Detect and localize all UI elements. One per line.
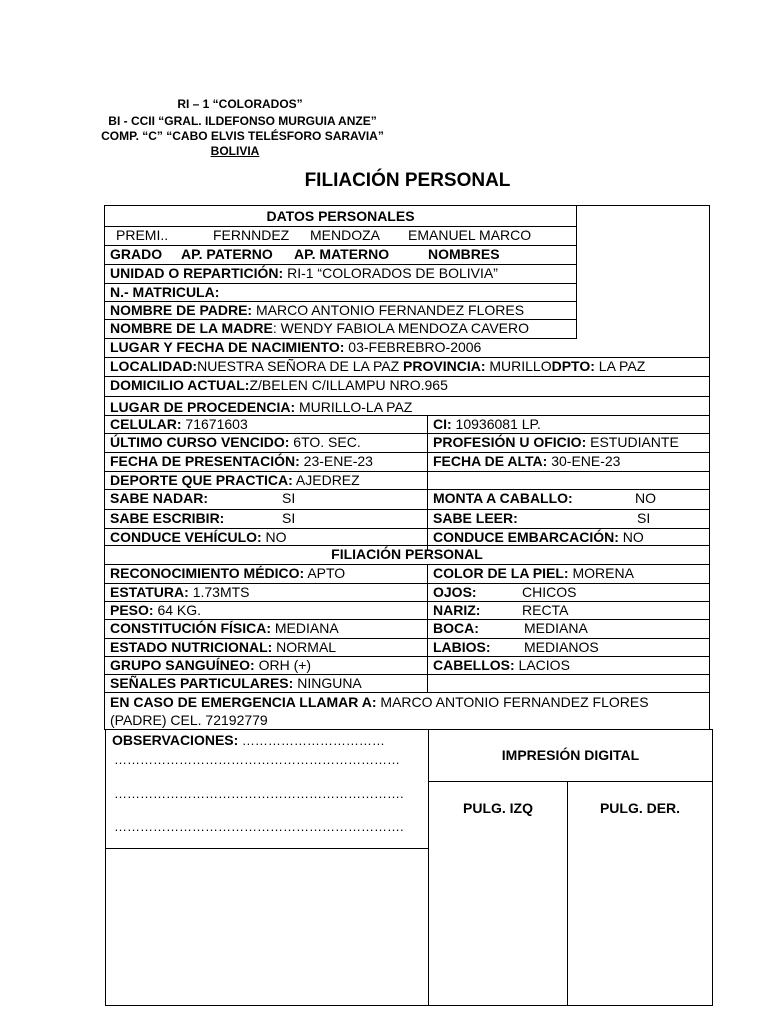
ojos-value: CHICOS (522, 584, 577, 600)
row-name-labels (105, 246, 576, 265)
profesion-value: ESTUDIANTE (586, 434, 679, 450)
emergencia-value: MARCO ANTONIO FERNANDEZ FLORES (376, 694, 649, 710)
cabellos-label: CABELLOS: (433, 657, 515, 673)
row-procedencia (105, 397, 709, 416)
observaciones-dots-2: ………………………………………………………… (114, 752, 400, 767)
nombres-label: NOMBRES (428, 246, 500, 262)
row-estatura (105, 584, 709, 602)
medico-value: APTO (304, 565, 346, 581)
padre-value: MARCO ANTONIO FERNANDEZ FLORES (252, 302, 525, 318)
madre-label: NOMBRE DE LA MADRE (110, 320, 273, 336)
dpto-label: DPTO: (551, 358, 595, 374)
caballo-label: MONTA A CABALLO: (433, 490, 573, 506)
estatura-value: 1.73MTS (188, 584, 250, 600)
row-unidad (105, 265, 576, 284)
emergencia-label: EN CASO DE EMERGENCIA LLAMAR A: (110, 694, 377, 710)
nombres-value: EMANUEL MARCO (408, 227, 532, 243)
dpto-value: LA PAZ (594, 358, 646, 374)
celular-value: 71671603 (181, 416, 248, 432)
curso-value: 6TO. SEC. (289, 434, 361, 450)
labios-value: MEDIANOS (524, 639, 599, 655)
row-deporte-right (427, 472, 709, 490)
leer-label: SABE LEER: (433, 510, 518, 526)
estatura-label: ESTATURA: (110, 584, 189, 600)
row-nadar (105, 490, 709, 510)
section-title-filiacion: FILIACIÓN PERSONAL (331, 546, 483, 562)
row-curso (105, 434, 709, 453)
blank-box (105, 848, 429, 1006)
row-deporte (105, 472, 427, 490)
unidad-value: RI-1 “COLORADOS DE BOLIVIA” (283, 265, 498, 281)
alta-label: FECHA DE ALTA: (433, 453, 548, 469)
header-line2: BI - CCII “GRAL. ILDEFONSO MURGUIA ANZE” (108, 114, 377, 128)
row-peso (105, 602, 709, 620)
row-section-filiacion (105, 546, 709, 565)
embarcacion-label: CONDUCE EMBARCACIÓN: (433, 529, 619, 545)
presentacion-label: FECHA DE PRESENTACIÓN: (110, 453, 300, 469)
materno-value: MENDOZA (310, 227, 380, 243)
row-padre (105, 302, 576, 320)
row-section-datos (105, 206, 576, 227)
row-sanguineo (105, 657, 709, 675)
header-line4: BOLIVIA (210, 144, 260, 158)
observaciones-dots-4: …………………………………………………………. (114, 819, 404, 834)
senales-label: SEÑALES PARTICULARES: (110, 675, 294, 691)
row-madre (105, 320, 576, 339)
sanguineo-value: ORH (+) (254, 657, 312, 673)
piel-value: MORENA (568, 565, 634, 581)
impresion-digital-box (428, 729, 713, 782)
paterno-value: FERNNDEZ (213, 227, 290, 243)
nadar-value: SI (282, 490, 296, 506)
header-line1: RI – 1 “COLORADOS” (177, 97, 303, 111)
escribir-label: SABE ESCRIBIR: (110, 510, 225, 526)
domicilio-value: Z/BELEN C/ILLAMPU NRO.965 (249, 377, 448, 393)
matricula-label: N.- MATRICULA: (110, 284, 220, 300)
row-medico (105, 565, 709, 584)
grado-value: PREMI.. (116, 227, 169, 243)
nariz-value: RECTA (522, 602, 569, 618)
row-celular (105, 416, 709, 434)
vehiculo-value: NO (261, 529, 287, 545)
ci-value: 10936081 LP. (451, 416, 541, 432)
grado-label: GRADO (110, 246, 163, 262)
domicilio-label: DOMICILIO ACTUAL: (110, 377, 250, 393)
boca-value: MEDIANA (524, 620, 588, 636)
alta-value: 30-ENE-23 (547, 453, 621, 469)
photo-divider (576, 206, 577, 339)
presentacion-value: 23-ENE-23 (299, 453, 373, 469)
localidad-label: LOCALIDAD: (110, 358, 198, 374)
materno-label: AP. MATERNO (294, 246, 390, 262)
row-vehiculo (105, 529, 709, 546)
nutricional-label: ESTADO NUTRICIONAL: (110, 639, 273, 655)
unidad-label: UNIDAD O REPARTICIÓN: (110, 265, 284, 281)
page-title: FILIACIÓN PERSONAL (304, 170, 511, 191)
constitucion-value: MEDIANA (271, 620, 339, 636)
boca-label: BOCA: (433, 620, 479, 636)
row-fechas (105, 453, 709, 472)
cabellos-value: LACIOS (514, 657, 570, 673)
row-senales (105, 675, 709, 693)
caballo-value: NO (635, 490, 656, 506)
localidad-value: NUESTRA SEÑORA DE LA PAZ (197, 358, 400, 374)
sanguineo-label: GRUPO SANGUÍNEO: (110, 657, 255, 673)
observaciones-box (105, 729, 429, 849)
curso-label: ÚLTIMO CURSO VENCIDO: (110, 434, 290, 450)
row-escribir (105, 510, 709, 529)
constitucion-label: CONSTITUCIÓN FÍSICA: (110, 620, 271, 636)
senales-value: NINGUNA (293, 675, 362, 691)
nariz-label: NARIZ: (433, 602, 481, 618)
paterno-label: AP. PATERNO (181, 246, 273, 262)
procedencia-label: LUGAR DE PROCEDENCIA: (110, 399, 296, 415)
piel-label: COLOR DE LA PIEL: (433, 565, 569, 581)
observaciones-label: OBSERVACIONES: (112, 732, 239, 748)
labios-label: LABIOS: (433, 639, 491, 655)
row-localidad (105, 358, 709, 377)
pulgar-izq-box (428, 781, 568, 1006)
madre-value: : WENDY FABIOLA MENDOZA CAVERO (272, 320, 530, 336)
deporte-value: AJEDREZ (292, 472, 360, 488)
profesion-label: PROFESIÓN U OFICIO: (433, 434, 587, 450)
row-emergencia (105, 693, 709, 729)
deporte-label: DEPORTE QUE PRACTICA: (110, 472, 293, 488)
row-domicilio (105, 377, 709, 397)
row-nutricional (105, 639, 709, 657)
ci-label: CI: (433, 416, 452, 432)
pulgar-der-label: PULG. DER. (599, 800, 681, 816)
nacimiento-label: LUGAR Y FECHA DE NACIMIENTO: (110, 339, 345, 355)
provincia-value: MURILLO (485, 358, 552, 374)
nutricional-value: NORMAL (272, 639, 337, 655)
observaciones-dots-1: …………………………… (238, 733, 385, 748)
row-name-values (105, 227, 576, 246)
procedencia-value: MURILLO-LA PAZ (295, 399, 413, 415)
nacimiento-value: 03-FEBREBRO-2006 (344, 339, 482, 355)
datos-table (104, 205, 710, 730)
row-nacimiento (105, 339, 709, 358)
embarcacion-value: NO (618, 529, 644, 545)
vehiculo-label: CONDUCE VEHÍCULO: (110, 529, 262, 545)
row-matricula (105, 284, 576, 302)
medico-label: RECONOCIMIENTO MÉDICO: (110, 565, 305, 581)
section-title-datos: DATOS PERSONALES (266, 208, 415, 224)
impresion-digital-label: IMPRESIÓN DIGITAL (501, 747, 640, 763)
pulgar-izq-label: PULG. IZQ (463, 800, 533, 816)
nadar-label: SABE NADAR: (110, 490, 208, 506)
leer-value: SI (637, 510, 651, 526)
provincia-label: PROVINCIA: (403, 358, 486, 374)
escribir-value: SI (282, 510, 296, 526)
pulgar-der-box (567, 781, 713, 1006)
row-constitucion (105, 620, 709, 639)
ojos-label: OJOS: (433, 584, 477, 600)
observaciones-dots-3: …………………………………………………………. (114, 786, 404, 801)
padre-label: NOMBRE DE PADRE: (110, 302, 253, 318)
peso-label: PESO: (110, 602, 154, 618)
celular-label: CELULAR: (110, 416, 182, 432)
peso-value: 64 KG. (153, 602, 202, 618)
header-line3: COMP. “C” “CABO ELVIS TELÉSFORO SARAVIA” (101, 129, 384, 143)
emergencia-value-2: (PADRE) CEL. 72192779 (110, 712, 268, 728)
